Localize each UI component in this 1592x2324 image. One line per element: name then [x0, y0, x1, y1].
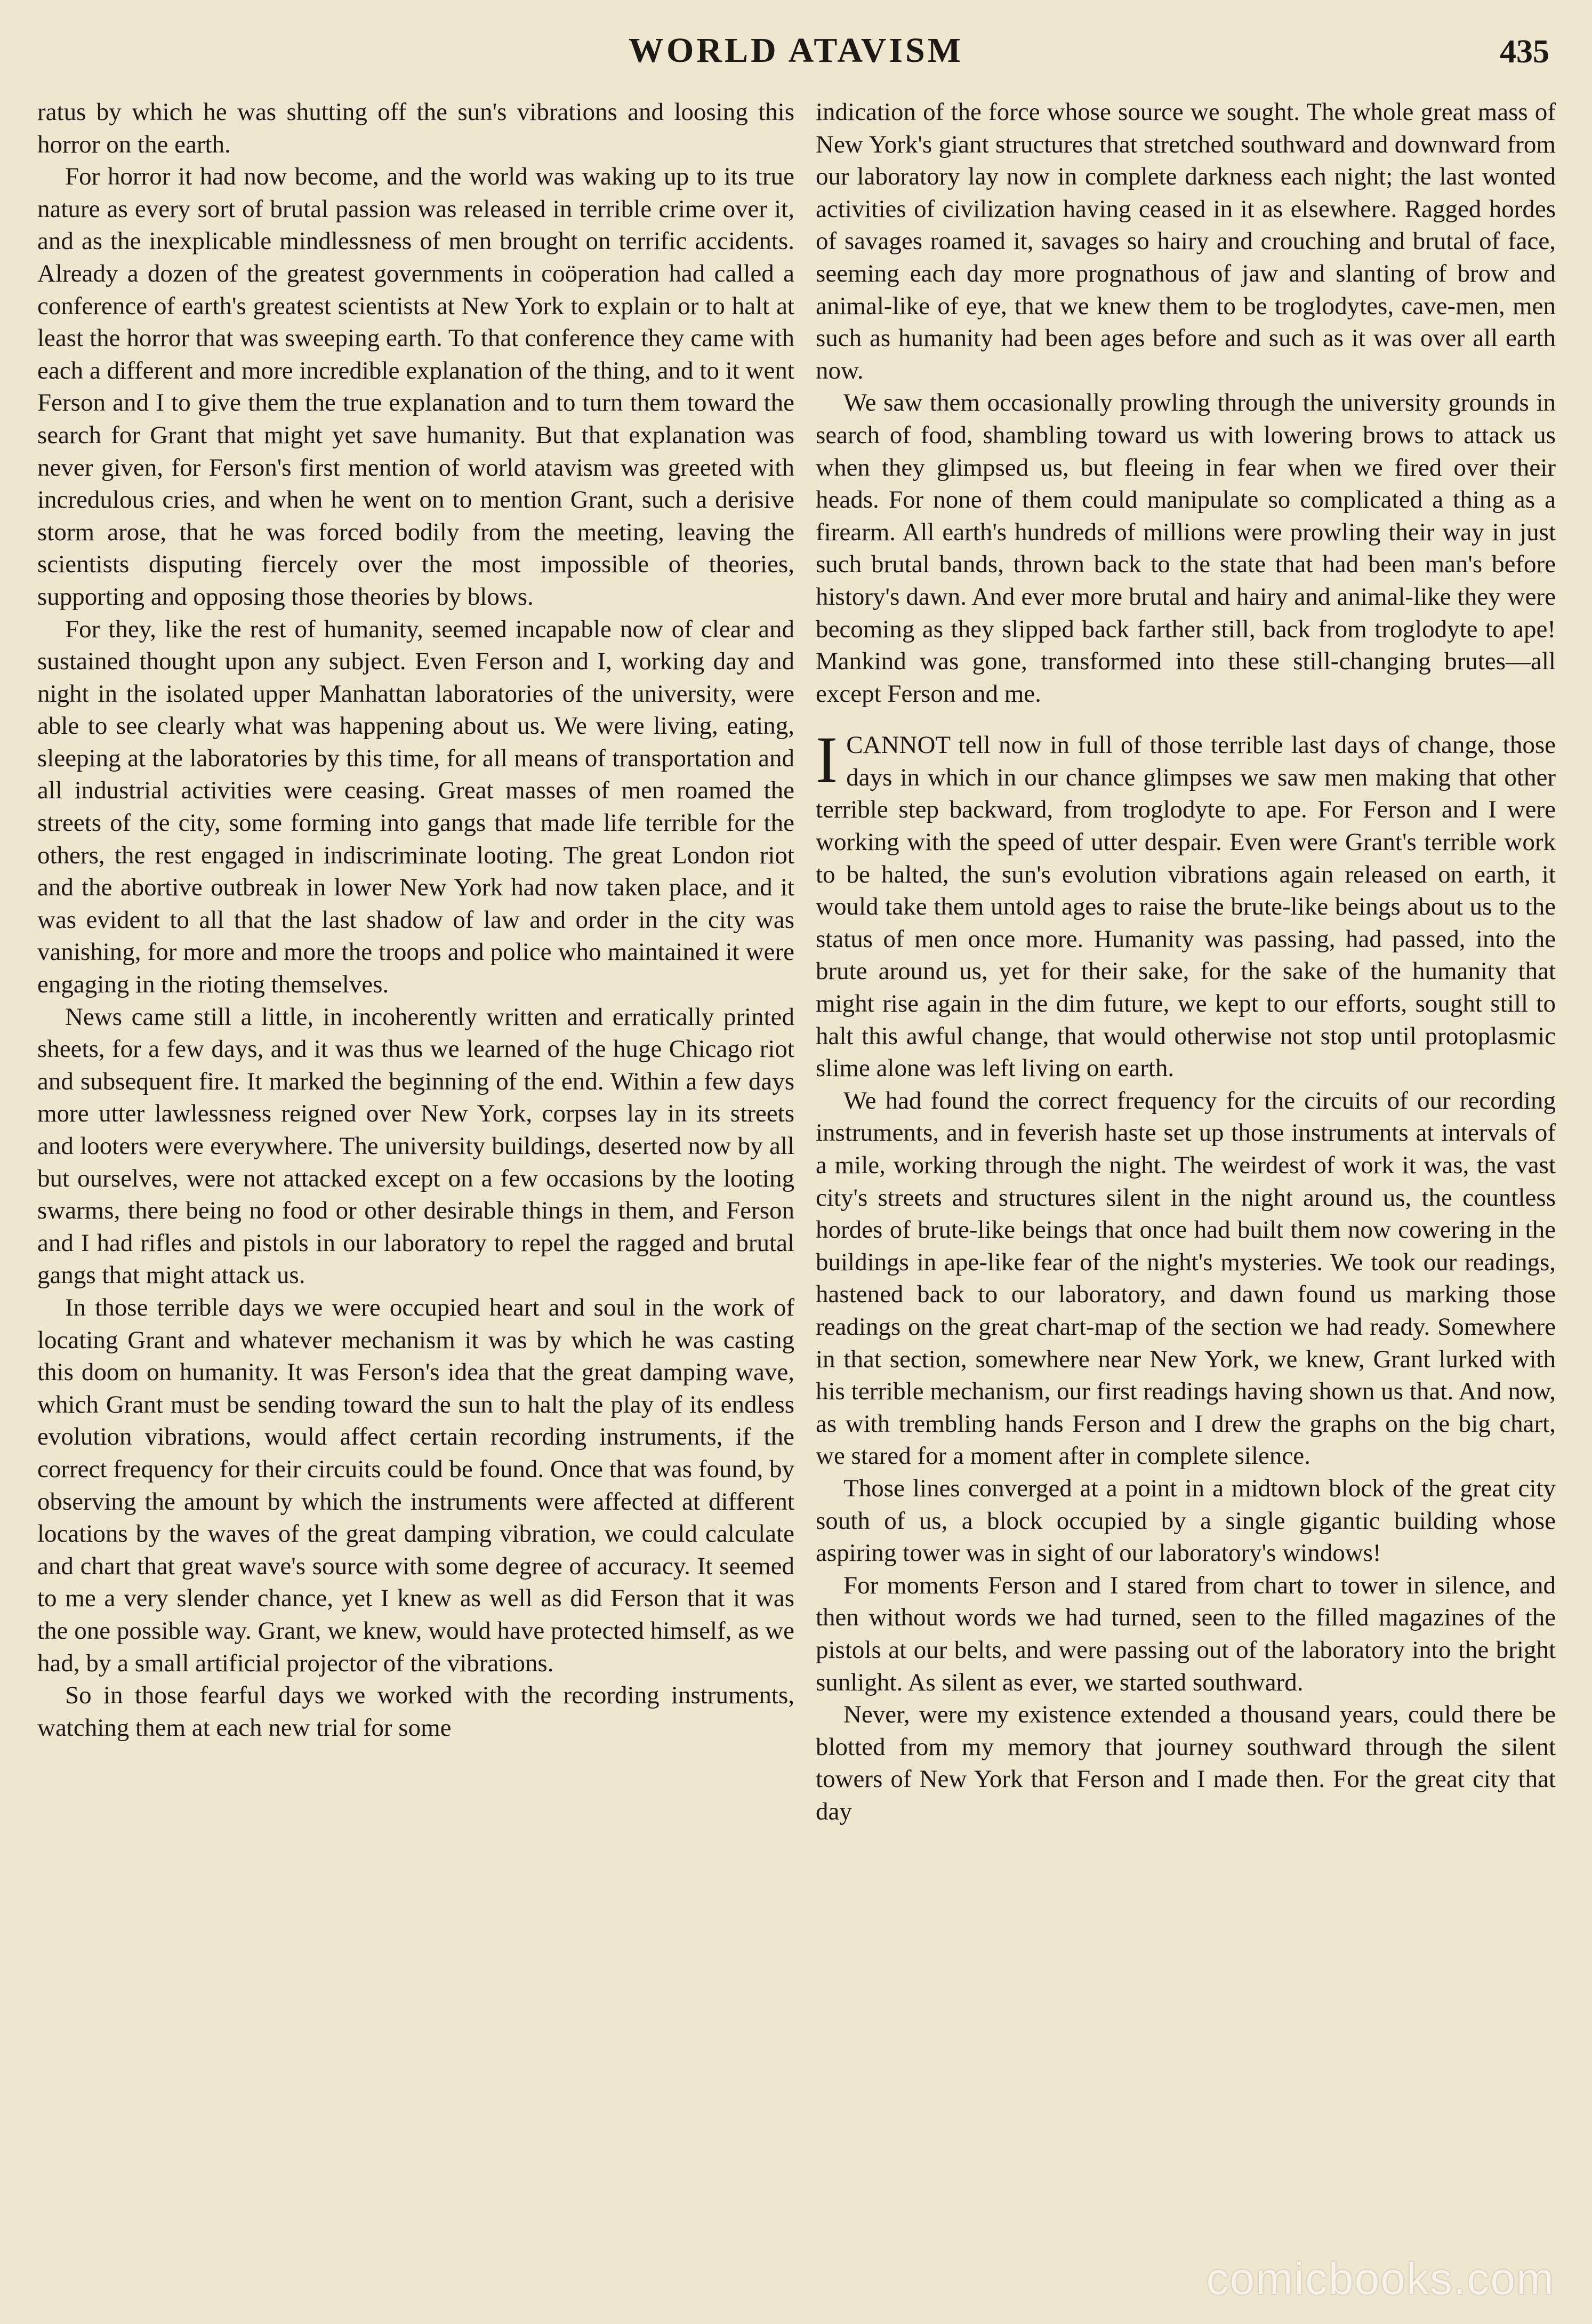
- paragraph: For horror it had now become, and the world was waking up to its true nature as every sort of brutal passion was released in terrible crime over it, and as the inexplicable mindlessness of men brought on terrific accidents. Already a dozen of the greatest governments in coöperation had called a conference of earth's greatest scientists at New York to explain or to halt at least the horror that was sweeping earth. To that conference they came with each a different and more incredible explanation of the thing, and to it went Ferson and I to give them the true explanation and to turn them toward the search for Grant that might yet save humanity. But that explanation was never given, for Ferson's first mention of world atavism was greeted with incredulous cries, and when he went on to mention Grant, such a derisive storm arose, that he was forced bodily from the meeting, leaving the scientists disputing fiercely over the most impossible of theories, supporting and opposing those theories by blows.: [37, 163, 794, 611]
- paragraph: Those lines converged at a point in a midtown block of the great city south of us, a block occupied by a single gigantic building whose aspiring tower was in sight of our laboratory's windows!: [816, 1474, 1556, 1567]
- dropcap-paragraph-text: CANNOT tell now in full of those terrible last days of change, those days in which in our chance glimpses we saw men making that other terrible step backward, from troglodyte to ape. For Ferson and I were working with the speed of utter despair. Even were Grant's terrible work to be halted, the sun's evolution vibrations again released on earth, it would take them untold ages to raise the brute-like beings about us to the status of men once more. Humanity was passing, had passed, into the brute around us, yet for their sake, for the sake of the humanity that might rise again in the dim future, we kept to our efforts, sought still to halt this awful change, that would otherwise not stop until protoplasmic slime alone was left living on earth.: [816, 731, 1556, 1083]
- dropcap-paragraph: [816, 723, 1556, 1085]
- left-column: [37, 96, 794, 2272]
- paragraph: Never, were my existence extended a thousand years, could there be blotted from my memory that journey southward through the silent towers of New York that Ferson and I made then. For the great city that day: [816, 1701, 1556, 1825]
- paragraph: News came still a little, in incoherently written and erratically printed sheets, for a few days, and it was thus we learned of the huge Chicago riot and subsequent fire. It marked the beginning of the end. Within a few days more utter lawlessness reigned over New York, corpses lay in its streets and looters were everywhere. The university buildings, deserted now by all but ourselves, were not attacked except on a few occasions by the looting swarms, there being no food or other desirable things in them, and Ferson and I had rifles and pistols in our laboratory to repel the ragged and brutal gangs that might attack us.: [37, 1003, 794, 1289]
- running-header: [0, 21, 1592, 80]
- paragraph: We saw them occasionally prowling through the university grounds in search of food, shambling toward us with lowering brows to attack us when they glimpsed us, but fleeing in fear when we fired over their heads. For none of them could manipulate so complicated a thing as a firearm. All earth's hundreds of millions were prowling their way in just such brutal bands, thrown back to the state that had been man's before history's dawn. And ever more brutal and hairy and animal-like they were becoming as they slipped back farther still, back from troglodyte to ape! Mankind was gone, transformed into these still-changing brutes—all except Ferson and me.: [816, 389, 1556, 708]
- paragraph: In those terrible days we were occupied heart and soul in the work of locating Grant and whatever mechanism it was by which he was casting this doom on humanity. It was Ferson's idea that the great damping wave, which Grant must be sending toward the sun to halt the play of its endless evolution vibrations, would affect certain recording instruments, if the correct frequency for their circuits could be found. Once that was found, by observing the amount by which the instruments were affected at different locations by the waves of the great damping vibration, we could calculate and chart that great wave's source with some degree of accuracy. It seemed to me a very slender chance, yet I knew as well as did Ferson that it was the one possible way. Grant, we knew, would have protected himself, as we had, by a small artificial projector of the vibrations.: [37, 1293, 794, 1677]
- running-title: WORLD ATAVISM: [629, 31, 963, 70]
- watermark: comicbooks.com: [1206, 2254, 1555, 2304]
- paragraph: ratus by which he was shutting off the sun's vibrations and loosing this horror on the earth.: [37, 98, 794, 158]
- page-number: 435: [1500, 34, 1549, 70]
- section-break: [816, 710, 1556, 729]
- right-column: [816, 96, 1556, 2272]
- paragraph: So in those fearful days we worked with the recording instruments, watching them at each new trial for some: [37, 1681, 794, 1742]
- paragraph: We had found the correct frequency for the circuits of our recording instruments, and in feverish haste set up those instruments at intervals of a mile, working through the night. The weirdest of work it was, the vast city's streets and structures silent in the night around us, the countless hordes of brute-like beings that once had built them now cowering in the buildings in ape-like fear of the night's mysteries. We took our readings, hastened back to our laboratory, and dawn found us marking those readings on the great chart-map of the section we had ready. Somewhere in that section, somewhere near New York, we knew, Grant lurked with his terrible mechanism, our first readings having shown us that. And now, as with trembling hands Ferson and I drew the graphs on the big chart, we stared for a moment after in complete silence.: [816, 1086, 1556, 1470]
- paragraph: For moments Ferson and I stared from chart to tower in silence, and then without words we had turned, seen to the filled magazines of the pistols at our belts, and were passing out of the laboratory into the bright sunlight. As silent as ever, we started southward.: [816, 1571, 1556, 1696]
- paragraph: For they, like the rest of humanity, seemed incapable now of clear and sustained thought upon any subject. Even Ferson and I, working day and night in the isolated upper Manhattan laboratories of the university, were able to see clearly what was happening about us. We were living, eating, sleeping at the laboratories by this time, for all means of transportation and all industrial activities were ceasing. Great masses of men roamed the streets of the city, some forming into gangs that made life terrible for the others, the rest engaged in indiscriminate looting. The great London riot and the abortive outbreak in lower New York had now taken place, and it was evident to all that the last shadow of law and order in the city was vanishing, for more and more the troops and police who maintained it were engaging in the rioting themselves.: [37, 615, 794, 999]
- paragraph: indication of the force whose source we sought. The whole great mass of New York's giant structures that stretched southward and downward from our laboratory lay now in complete darkness each night; the last wonted activities of civilization having ceased in it as elsewhere. Ragged hordes of savages roamed it, savages so hairy and crouching and brutal of face, seeming each day more prognathous of jaw and slanting of brow and animal-like of eye, that we knew them to be troglodytes, cave-men, men such as humanity had been ages before and such as it was over all earth now.: [816, 98, 1556, 384]
- drop-cap: I: [816, 723, 838, 797]
